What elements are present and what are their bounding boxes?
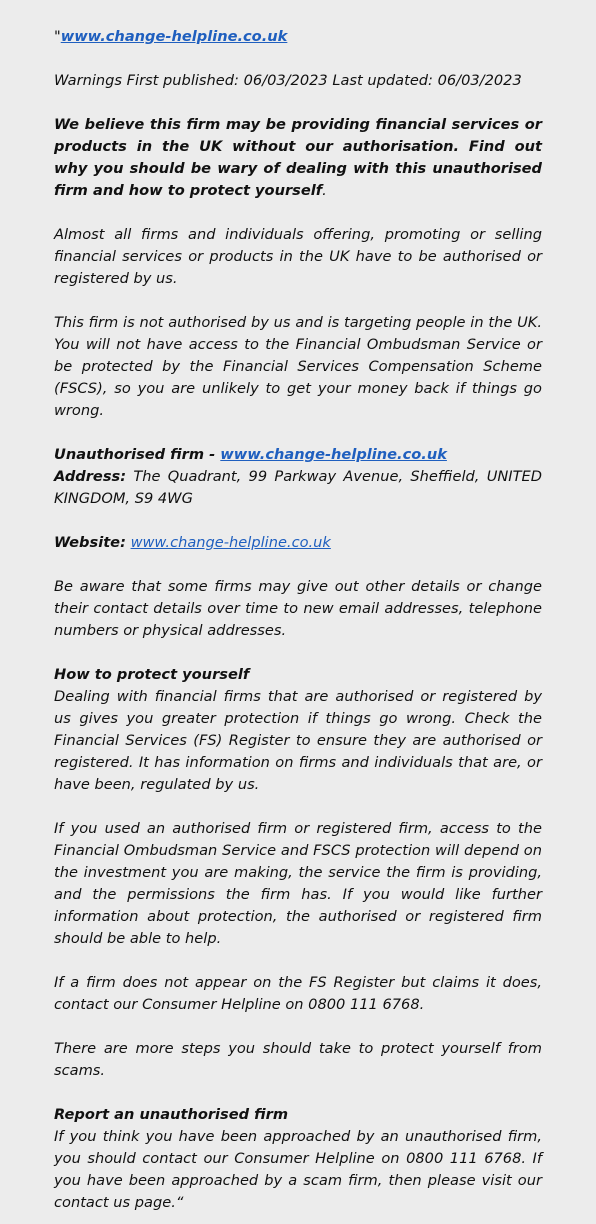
- almost-all-paragraph: Almost all firms and individuals offering, promoting or selling financial services or products in the UK have to be authorised or registered by us.: [54, 226, 542, 287]
- meta-line: Warnings First published: 06/03/2023 Last updated: 06/03/2023: [54, 72, 522, 89]
- open-quote: ": [54, 28, 61, 45]
- firm-link[interactable]: www.change-helpline.co.uk: [220, 446, 447, 463]
- address-value: The Quadrant, 99 Parkway Avenue, Sheffield, UNITED KINGDOM, S9 4WG: [54, 468, 542, 507]
- warning-paragraph: [54, 114, 542, 202]
- protect-paragraph: Dealing with financial firms that are authorised or registered by us gives you greater protection if things go wrong. Check the Financial Services (FS) Register to ensure they are authorised or registered. It has information on firms and individuals that are, or have been, regulated by us.: [54, 688, 542, 793]
- report-paragraph: If you think you have been approached by an unauthorised firm, you should contact our Consumer Helpline on 0800 111 6768. If you have been approached by a scam firm, then please visit our contact us page.“: [54, 1128, 542, 1211]
- protect-heading: How to protect yourself: [54, 666, 250, 683]
- intro-link[interactable]: www.change-helpline.co.uk: [60, 28, 288, 45]
- website-link[interactable]: www.change-helpline.co.uk: [130, 534, 331, 551]
- firm-line: [54, 444, 542, 466]
- website-label: Website:: [54, 534, 126, 551]
- website-line: [54, 532, 542, 554]
- not-authorised-paragraph: This firm is not authorised by us and is targeting people in the UK. You will not have access to the Financial Ombudsman Service or be protected by the Financial Services Compensation Scheme (FSCS), so you are unlikely to get your money back if things go wrong.: [54, 314, 542, 419]
- fs-register-paragraph: If a firm does not appear on the FS Register but claims it does, contact our Consumer Helpline on 0800 111 6768.: [54, 974, 542, 1013]
- warning-text: We believe this firm may be providing financial services or products in the UK without our authorisation. Find out why you should be wary of dealing with this unauthorised firm and how to protect yourself: [54, 116, 542, 199]
- warning-period: .: [322, 182, 327, 199]
- if-used-paragraph: If you used an authorised firm or registered firm, access to the Financial Ombudsman Service and FSCS protection will depend on the investment you are making, the service the firm is providing, and the permissions the firm has. If you would like further information about protection, the authorised or registered firm should be able to help.: [54, 820, 542, 947]
- more-steps-paragraph: There are more steps you should take to protect yourself from scams.: [54, 1040, 542, 1079]
- address-line: [54, 466, 542, 510]
- intro-line: [54, 26, 542, 48]
- report-heading: Report an unauthorised firm: [54, 1106, 289, 1123]
- address-label: Address:: [54, 468, 127, 485]
- firm-label: Unauthorised firm -: [54, 446, 221, 463]
- be-aware-paragraph: Be aware that some firms may give out other details or change their contact details over time to new email addresses, telephone numbers or physical addresses.: [54, 578, 542, 639]
